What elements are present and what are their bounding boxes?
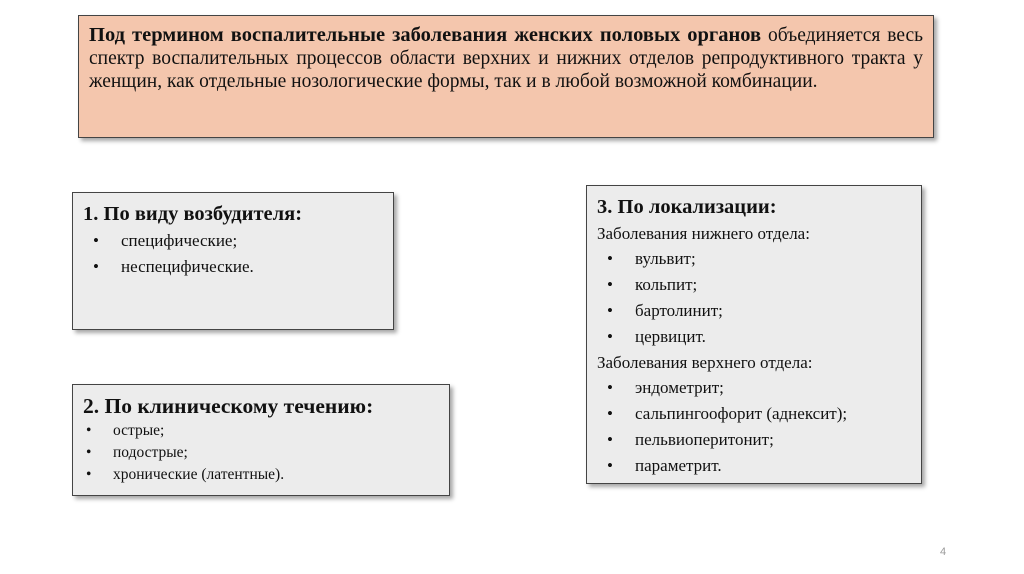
list-item: • параметрит. bbox=[597, 453, 911, 479]
bullet-list bbox=[83, 420, 439, 486]
upper-section-heading: Заболевания верхнего отдела: bbox=[597, 353, 813, 372]
list-item: • сальпингоофорит (аднексит); bbox=[597, 401, 911, 427]
definition-lead: Под термином воспалительные заболевания женских половых органов bbox=[89, 24, 762, 46]
upper-bullet-list bbox=[597, 375, 911, 479]
list-item: • острые; bbox=[83, 420, 439, 442]
bullet-list bbox=[83, 228, 383, 280]
list-item: • подострые; bbox=[83, 442, 439, 464]
list-item: • пельвиоперитонит; bbox=[597, 427, 911, 453]
page-number: 4 bbox=[940, 546, 947, 558]
card-title: 1. По виду возбудителя: bbox=[83, 203, 303, 225]
definition-box bbox=[78, 15, 934, 138]
list-item: • хронические (латентные). bbox=[83, 464, 439, 486]
classification-by-pathogen-card bbox=[72, 192, 394, 330]
lower-section-heading: Заболевания нижнего отдела: bbox=[597, 224, 810, 243]
card-title: 3. По локализации: bbox=[597, 196, 777, 218]
definition-text: объединяется весь спектр воспалительных процессов области верхних и нижних отделов репродуктивного тракта у женщин, как отдельные нозологические формы, так и в любой возможной комбинации. bbox=[89, 25, 924, 92]
list-item: • бартолинит; bbox=[597, 298, 911, 324]
classification-by-course-card bbox=[72, 384, 450, 496]
classification-by-location-card bbox=[586, 185, 922, 484]
list-item: • эндометрит; bbox=[597, 375, 911, 401]
list-item: • специфические; bbox=[83, 228, 383, 254]
list-item: • вульвит; bbox=[597, 246, 911, 272]
card-title: 2. По клиническому течению: bbox=[83, 394, 374, 418]
list-item: • цервицит. bbox=[597, 324, 911, 350]
list-item: • кольпит; bbox=[597, 272, 911, 298]
lower-bullet-list bbox=[597, 246, 911, 350]
list-item: • неспецифические. bbox=[83, 254, 383, 280]
